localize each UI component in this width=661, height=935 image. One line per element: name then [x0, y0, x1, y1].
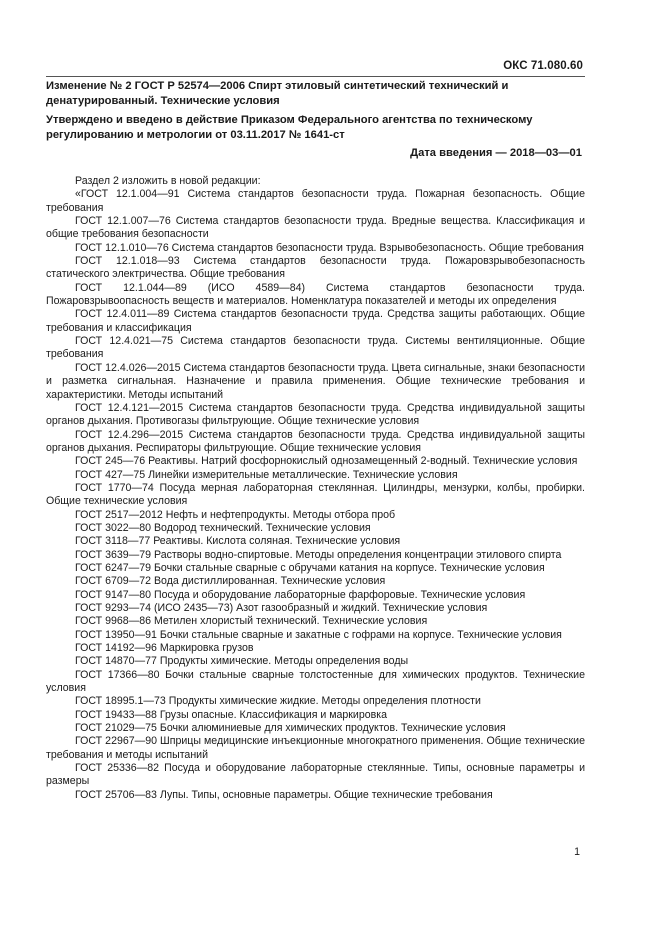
standard-reference: ГОСТ 6709—72 Вода дистиллированная. Технические условия — [75, 575, 386, 588]
standard-reference: ГОСТ 427—75 Линейки измерительные металлические. Технические условия — [75, 468, 458, 481]
standard-reference: ГОСТ 3118—77 Реактивы. Кислота соляная. Технические условия — [75, 535, 401, 548]
standard-reference: ГОСТ 12.4.021—75 Система стандартов безопасности труда. Системы вентиляционные. Общие требования — [46, 335, 585, 361]
standard-reference: «ГОСТ 12.1.004—91 Система стандартов безопасности труда. Пожарная безопасность. Общие требования — [46, 188, 585, 214]
standard-reference: ГОСТ 12.4.121—2015 Система стандартов безопасности труда. Средства индивидуальной защиты органов дыхания. Противогазы фильтрующие. Общие технические условия — [46, 401, 585, 428]
standard-reference: ГОСТ 3022—80 Водород технический. Технические условия — [75, 521, 371, 534]
standard-reference: ГОСТ 9147—80 Посуда и оборудование лабораторные фарфоровые. Технические условия — [75, 588, 526, 601]
standard-reference: ГОСТ 245—76 Реактивы. Натрий фосфорнокислый однозамещенный 2-водный. Технические условия — [75, 455, 578, 468]
standard-reference: ГОСТ 3639—79 Растворы водно-спиртовые. Методы определения концентрации этилового спирта — [75, 548, 562, 561]
page-number: 1 — [574, 846, 580, 858]
standard-reference: ГОСТ 6247—79 Бочки стальные сварные с обручами катания на корпусе. Технические условия — [75, 561, 545, 574]
header-divider — [46, 76, 585, 77]
approval-statement: Утверждено и введено в действие Приказом Федерального агентства по техническому регулированию и метрологии от 03.11.2017 № 1641-ст — [46, 114, 533, 141]
standard-reference: ГОСТ 13950—91 Бочки стальные сварные и закатные с гофрами на корпусе. Технические условия — [75, 628, 562, 641]
effective-date: Дата введения — 2018—03—01 — [410, 147, 582, 159]
standard-reference: ГОСТ 25336—82 Посуда и оборудование лабораторные стеклянные. Типы, основные параметры и размеры — [46, 762, 585, 788]
standard-reference: ГОСТ 12.4.026—2015 Система стандартов безопасности труда. Цвета сигнальные, знаки безопасности и разметка сигнальная. Назначение и правила применения. Общие технические требования и характеристики. Методы испытаний — [46, 361, 585, 401]
standard-reference: ГОСТ 12.1.044—89 (ИСО 4589—84) Система стандартов безопасности труда. Пожаровзрывоопасность веществ и материалов. Номенклатура показателей и методы их определения — [46, 281, 585, 308]
okc-classification-code: ОКС 71.080.60 — [503, 60, 583, 72]
standard-reference: ГОСТ 22967—90 Шприцы медицинские инъекционные многократного применения. Общие технические требования и методы испытаний — [46, 735, 585, 761]
standard-reference: ГОСТ 9968—86 Метилен хлористый технический. Технические условия — [75, 615, 428, 628]
standard-reference: ГОСТ 25706—83 Лупы. Типы, основные параметры. Общие технические требования — [75, 788, 493, 801]
document-body — [46, 175, 585, 802]
amendment-title: Изменение № 2 ГОСТ Р 52574—2006 Спирт этиловый синтетический технический и денатурированный. Технические условия — [46, 80, 509, 107]
standard-reference: ГОСТ 14870—77 Продукты химические. Методы определения воды — [75, 655, 409, 668]
standard-reference: ГОСТ 12.4.296—2015 Система стандартов безопасности труда. Средства индивидуальной защиты органов дыхания. Респираторы фильтрующие. Общие технические условия — [46, 428, 585, 454]
standard-reference: ГОСТ 12.4.011—89 Система стандартов безопасности труда. Средства защиты работающих. Общие требования и классификация — [46, 308, 585, 334]
standard-reference: ГОСТ 12.1.010—76 Система стандартов безопасности труда. Взрывобезопасность. Общие требования — [75, 241, 584, 254]
standard-reference: ГОСТ 21029—75 Бочки алюминиевые для химических продуктов. Технические условия — [75, 722, 506, 735]
standard-reference: ГОСТ 12.1.007—76 Система стандартов безопасности труда. Вредные вещества. Классификация и общие требования безопасности — [46, 215, 585, 241]
standard-reference: ГОСТ 12.1.018—93 Система стандартов безопасности труда. Пожаровзрывобезопасность статического электричества. Общие требования — [46, 255, 585, 281]
standard-reference: ГОСТ 18995.1—73 Продукты химические жидкие. Методы определения плотности — [75, 695, 481, 708]
section-instruction: Раздел 2 изложить в новой редакции: — [75, 175, 261, 187]
standard-reference: ГОСТ 14192—96 Маркировка грузов — [75, 642, 254, 655]
standard-reference: ГОСТ 17366—80 Бочки стальные сварные толстостенные для химических продуктов. Технические условия — [46, 668, 585, 695]
standard-reference: ГОСТ 9293—74 (ИСО 2435—73) Азот газообразный и жидкий. Технические условия — [75, 602, 488, 614]
standard-reference: ГОСТ 1770—74 Посуда мерная лабораторная стеклянная. Цилиндры, мензурки, колбы, пробирки. Общие технические условия — [46, 481, 585, 508]
standard-reference: ГОСТ 2517—2012 Нефть и нефтепродукты. Методы отбора проб — [75, 508, 396, 521]
standard-reference: ГОСТ 19433—88 Грузы опасные. Классификация и маркировка — [75, 708, 388, 721]
